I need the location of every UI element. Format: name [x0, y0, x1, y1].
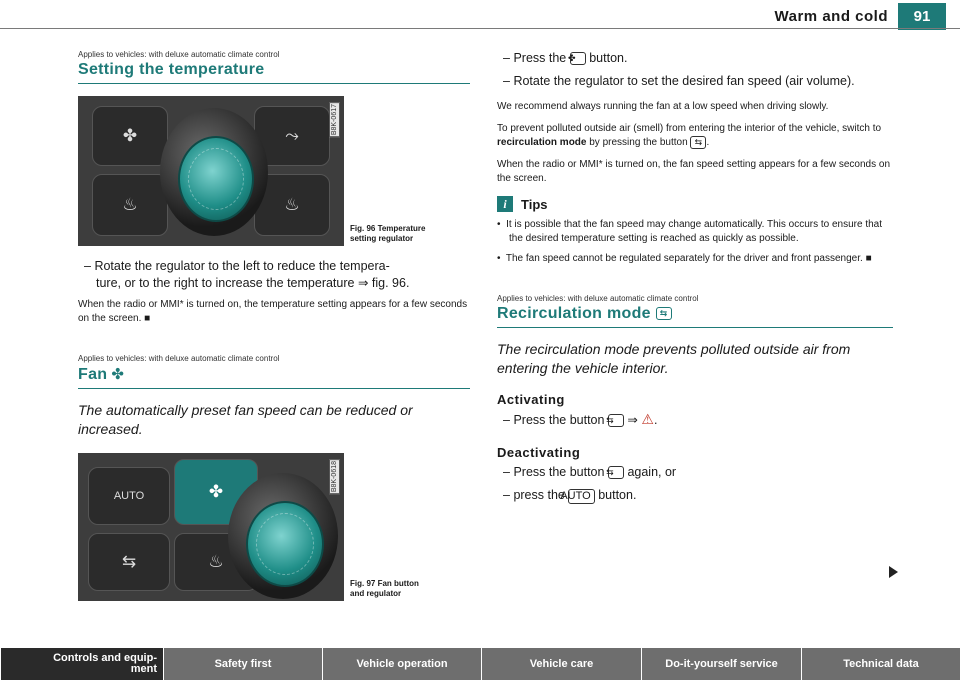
info-icon: i	[497, 196, 513, 212]
paragraph: We recommend always running the fan at a low speed when driving slowly.	[497, 101, 829, 112]
header-rule	[0, 28, 960, 29]
recirculation-key-icon: ⇆	[608, 414, 624, 427]
figure-96-image	[78, 96, 344, 246]
seat-heat-left-icon: ♨	[92, 174, 168, 236]
seat-heat-right-icon: ♨	[254, 174, 330, 236]
footer-tab-safety[interactable]: Safety first	[163, 648, 322, 680]
auto-button: AUTO	[88, 467, 170, 525]
section-title-temperature: Setting the temperature	[78, 61, 470, 84]
knob-ring	[256, 513, 314, 575]
subheading-activating: Activating	[497, 392, 565, 408]
paragraph: When the radio or MMI* is turned on, the temperature setting appears for a few seconds on the screen. ■	[78, 299, 468, 324]
right-column	[497, 50, 893, 510]
recirculation-key-icon: ⇆	[608, 466, 624, 479]
warning-triangle-icon: ⚠	[641, 411, 654, 428]
continue-arrow-icon	[889, 566, 898, 578]
chapter-title: Warm and cold	[774, 8, 888, 25]
knob-ring	[188, 148, 244, 210]
tip-item: • It is possible that the fan speed may change automatically. This occurs to ensure that the desired temperature setting is reached as quickly as possible.	[497, 219, 883, 245]
figure-caption: Fig. 97 Fan button and regulator	[350, 579, 419, 598]
airflow-icon: ⤳	[254, 106, 330, 166]
fan-key-icon: ✤	[570, 52, 586, 65]
section-title-recirculation: Recirculation mode ⇆	[497, 305, 893, 328]
figure-code: B8K-0618	[331, 461, 338, 493]
figure-97-image	[78, 453, 344, 601]
applies-note: Applies to vehicles: with deluxe automatic climate control	[78, 50, 280, 59]
fan-icon: ✤	[111, 366, 125, 383]
paragraph: When the radio or MMI* is turned on, the fan speed setting appears for a few seconds on the screen.	[497, 159, 891, 185]
footer-tab-technical[interactable]: Technical data	[801, 648, 960, 680]
tips-heading: i Tips	[497, 196, 893, 212]
applies-note: Applies to vehicles: with deluxe automatic climate control	[78, 354, 280, 363]
lead-text: The recirculation mode prevents polluted outside air from entering the vehicle interior.	[497, 341, 851, 377]
footer-tab-diy[interactable]: Do-it-yourself service	[641, 648, 801, 680]
lead-text: The automatically preset fan speed can be reduced or increased.	[78, 402, 413, 437]
footer-tab-care[interactable]: Vehicle care	[481, 648, 641, 680]
auto-key: AUTO	[568, 489, 594, 504]
subheading-deactivating: Deactivating	[497, 445, 581, 461]
paragraph: To prevent polluted outside air (smell) from entering the interior of the vehicle, switch to recirculation mode by pressing the button ⇆ .	[497, 123, 882, 149]
figure-caption: Fig. 96 Temperature setting regulator	[350, 224, 426, 243]
section-title-fan: Fan ✤	[78, 365, 470, 389]
figure-97	[78, 453, 470, 601]
fan-button-icon: ✤	[92, 106, 168, 166]
figure-code: B8K-0617	[331, 104, 338, 136]
applies-note: Applies to vehicles: with deluxe automatic climate control	[497, 294, 699, 304]
instruction-bullet: – Press the ✤ button.	[503, 51, 628, 65]
tip-item: • The fan speed cannot be regulated separately for the driver and front passenger. ■	[497, 253, 872, 265]
page-number: 91	[898, 3, 946, 30]
instruction-bullet: – Press the button ⇆ again, or	[503, 465, 677, 480]
footer-tab-controls[interactable]: Controls and equip- ment	[0, 648, 163, 680]
instruction-bullet: – Press the button ⇆ ⇒ ⚠.	[503, 411, 658, 428]
fan-button-icon: ✤	[174, 459, 258, 525]
footer-tab-operation[interactable]: Vehicle operation	[322, 648, 481, 680]
instruction-bullet: – press the AUTO button.	[503, 488, 637, 503]
instruction-bullet: – Rotate the regulator to set the desired fan speed (air volume).	[503, 74, 855, 88]
figure-96	[78, 96, 470, 246]
left-column	[78, 50, 470, 601]
recirculation-button-icon: ⇆	[88, 533, 170, 591]
recirculation-icon: ⇆	[656, 307, 672, 320]
footer-nav	[0, 648, 960, 680]
recirculation-key-icon: ⇆	[690, 136, 706, 149]
seat-heat-icon: ♨	[174, 533, 258, 591]
instruction-bullet: – Rotate the regulator to the left to reduce the tempera- ture, or to the right to increase the temperature ⇒ fig. 96.	[84, 259, 410, 290]
